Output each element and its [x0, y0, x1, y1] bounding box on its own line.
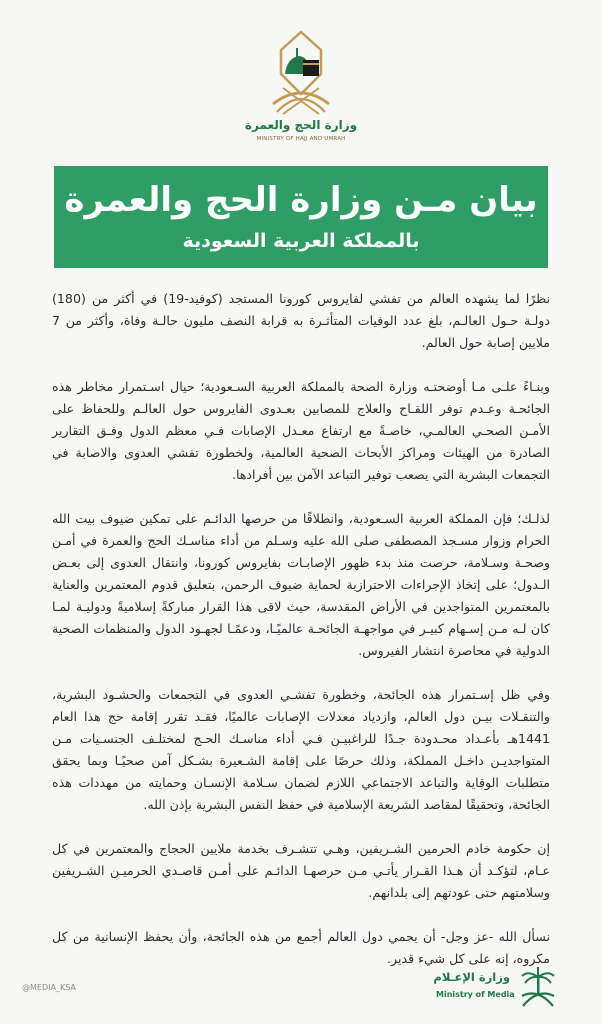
media-name-english: Ministry of Media: [436, 990, 515, 999]
paragraph-6: نسأل الله -عز وجل- أن يحمي دول العالم أجمع من هذه الجائحة، وأن يحفظ الإنسانية من كل مكروه، إنه على كل شيء قدير.: [52, 929, 550, 966]
paragraph-2: وبنـاءً علـى مـا أوضحتـه وزارة الصحة بالمملكة العربية السـعودية؛ حيال اسـتمرار مخاطر هذه الجائحـة وعـدم توفر اللقـاح والعلاج للمصابين بعـدوى الفايروس حول العالـم وللحفاظ على الأمـن الصحـي العالمـي، خاصـةً مع ارتفاع معـدل الإصابات فـي معظم الدول وفـق التقارير الصادرة من الهيئات ومراكز الأبحاث الصحية العالمية، ولخطورة تفشي العدوى والاصابة في التجمعات البشرية التي يصعب توفير التباعد الآمن بين أفرادها.: [52, 379, 550, 482]
statement-subtitle: بالمملكة العربية السعودية: [182, 230, 420, 252]
paragraph-1: نظرًا لما يشهده العالم من تفشي لفايروس كورونا المستجد (كوفيد-19) في أكثر من (180) دولـة حـول العالـم، بلغ عدد الوفيات المتأثـرة به قرابة النصف مليون حالـة وفاة، وأكثر من 7 ملايين إصابة حول العالم.: [52, 291, 551, 350]
media-name-arabic: وزارة الإعـلام: [433, 970, 510, 984]
statement-body: [52, 288, 550, 992]
social-handle: @MEDIA_KSA: [22, 983, 76, 992]
paragraph-3: لذلـك؛ فإن المملكة العربية السـعودية، وانطلاقًا من حرصها الدائـم على تمكين ضيوف بيت الله الحرام وزوار مسـجد المصطفى صلى الله عليه وسـلم من أداء مناسـك الحج والعمرة في أمـن وصحـة وسـلامة، حرصت منذ بدء ظهور الإصابـات بفايروس كورونا، وانتقال العدوى إلى بعـض الـدول؛ على إتخاذ الإجراءات الاحترازية لحماية ضيوف الرحمن، بتعليق قدوم المعتمرين والعناية بالمعتمرين المتواجدين في الأراض المقدسة، حيث لاقى هذا القرار مباركةً إسلاميةً ودوليـة لمـا كان لـه مـن إسـهام كبيـر في مواجهـة الجائحـة عالميًـا، ودعمًـا لجهـود الدول والمنظمات الصحية الدولية في محاصرة انتشار الفيروس.: [52, 511, 550, 658]
ministry-logo: [241, 30, 361, 148]
statement-title: بيان مـن وزارة الحج والعمرة: [64, 180, 538, 220]
ministry-name-arabic: وزارة الحج والعمرة: [244, 118, 358, 132]
ministry-of-media-logo: [433, 966, 586, 1016]
ministry-name-english: MINISTRY OF HAJJ AND UMRAH: [256, 136, 346, 142]
ministry-hajj-umrah-emblem-icon: [263, 30, 339, 118]
paragraph-5: إن حكومة خادم الحرمين الشـريفين، وهـي تتشـرف بخدمة ملايين الحجاج والمعتمرين في كل عـام، لتؤكـد أن هـذا القـرار يأتـي مـن حرصهـا الدائـم على أمـن قاصـدي الحرميـن الشـريفين وسلامتهم حتى عودتهم إلى بلدانهم.: [52, 841, 550, 900]
saudi-palm-swords-emblem-icon: [518, 966, 558, 1012]
paragraph-4: وفي ظل إسـتمرار هذه الجائحة، وخطورة تفشـي العدوى في التجمعات والحشـود البشرية، والتنقـلات بيـن دول العالم، وازدياد معدلات الإصابات عالميًا، فقـد تقرر إقامة حج هذا العام 1441هـ بأعـداد محـدودة جـدًا للراغبيـن فـي أداء مناسـك الحـج لمختلـف الجنسـيات مـن المتواجديـن داخـل المملكة، وذلك حرصًا على إقامة الشـعيرة بشـكل آمن صحيًـا وبما يحقق متطلبات الوقاية والتباعد الاجتماعي اللازم لضمان سـلامة الإنسـان وحمايته من مهددات هذه الجائحة، وتحقيقًا لمقاصد الشريعة الإسلامية في حفظ النفس البشرية بإذن الله.: [52, 687, 550, 812]
title-banner: [54, 166, 548, 268]
